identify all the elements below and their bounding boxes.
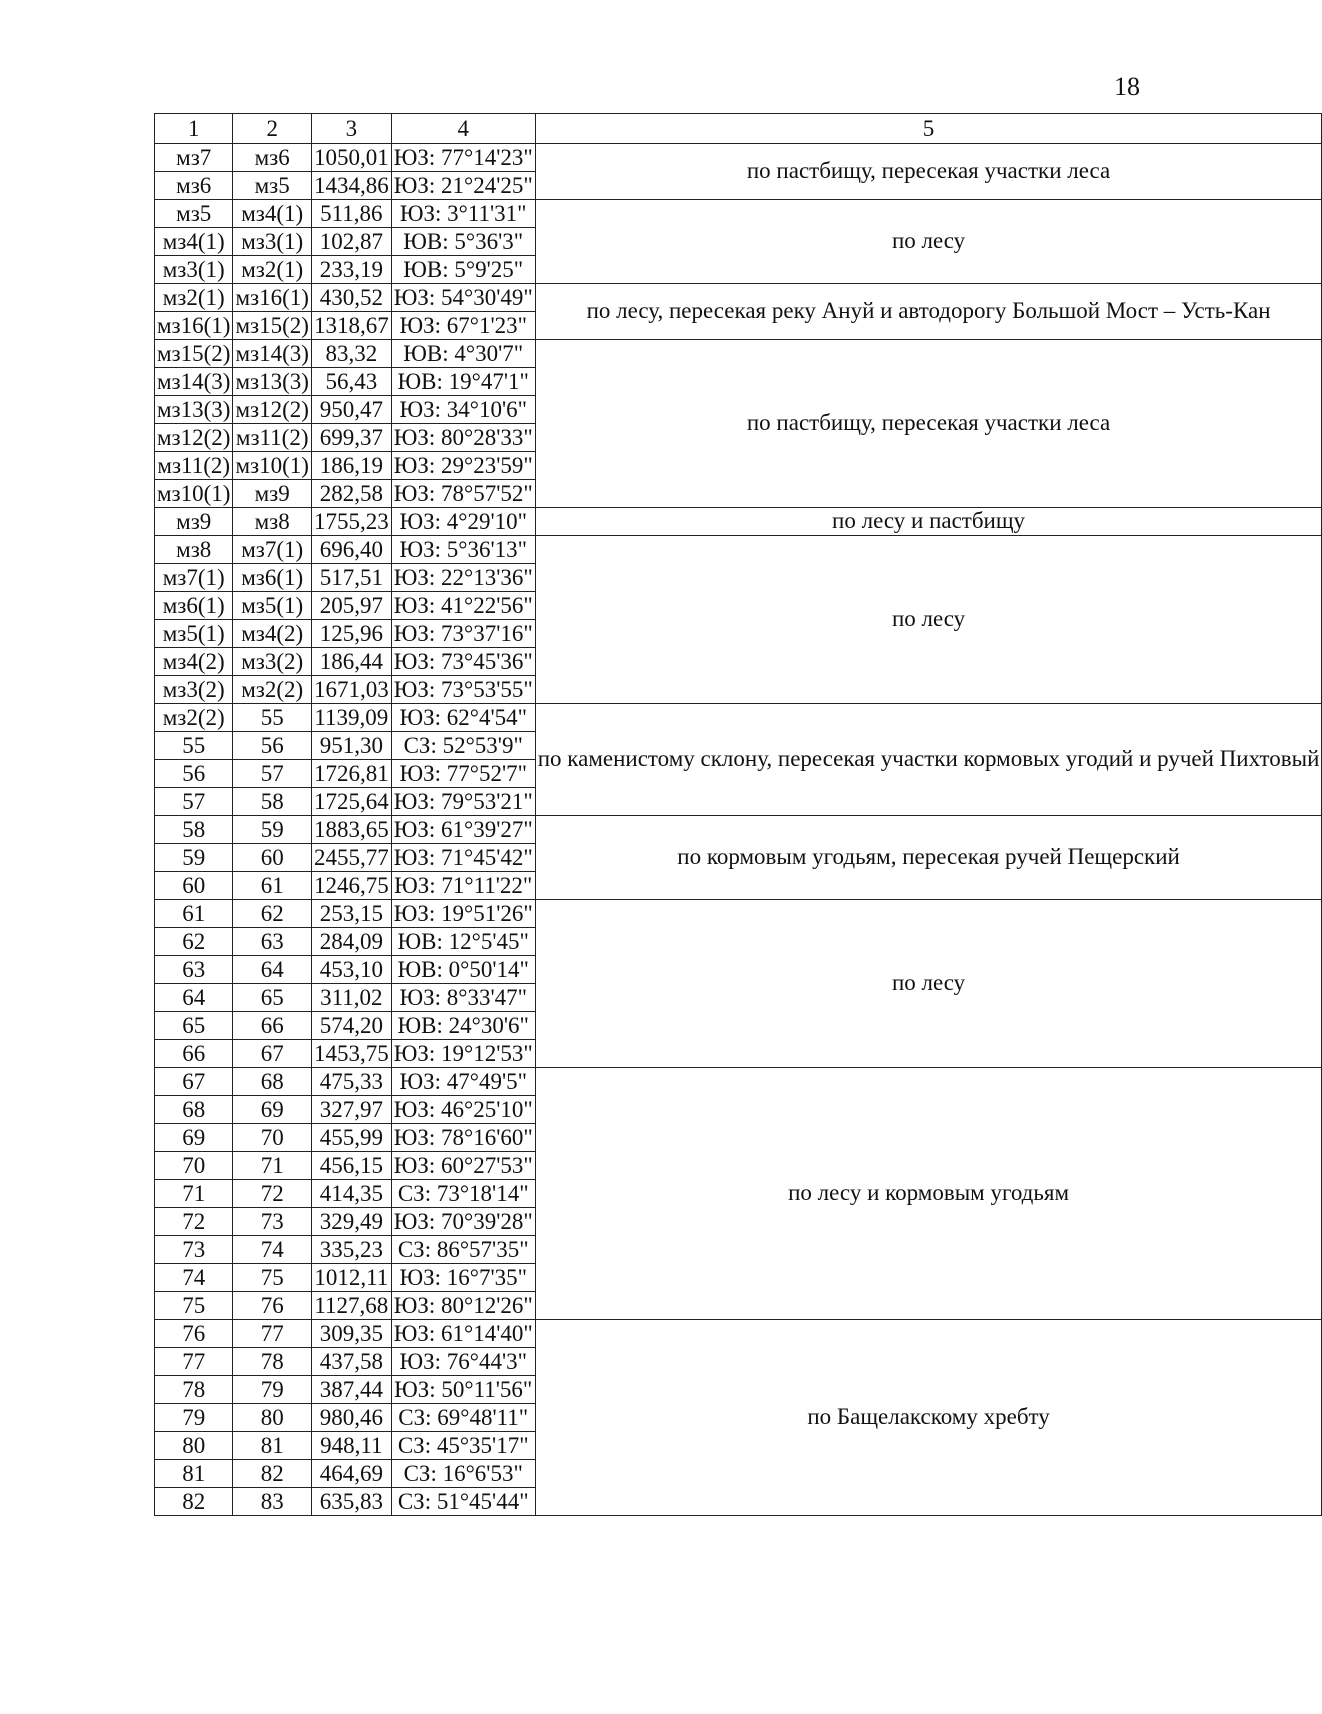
from-point-cell: мз7(1) — [155, 564, 233, 592]
from-point-cell: 58 — [155, 816, 233, 844]
to-point-cell: мз5 — [233, 172, 311, 200]
bearing-cell: ЮЗ: 77°52'7" — [391, 760, 535, 788]
from-point-cell: мз7 — [155, 144, 233, 172]
from-point-cell: 60 — [155, 872, 233, 900]
bearing-cell: ЮВ: 24°30'6" — [391, 1012, 535, 1040]
bearing-cell: ЮВ: 0°50'14" — [391, 956, 535, 984]
distance-cell: 205,97 — [311, 592, 391, 620]
to-point-cell: 75 — [233, 1264, 311, 1292]
from-point-cell: 76 — [155, 1320, 233, 1348]
bearing-cell: ЮЗ: 8°33'47" — [391, 984, 535, 1012]
to-point-cell: мз7(1) — [233, 536, 311, 564]
bearing-cell: ЮЗ: 34°10'6" — [391, 396, 535, 424]
from-point-cell: 68 — [155, 1096, 233, 1124]
from-point-cell: мз2(2) — [155, 704, 233, 732]
to-point-cell: 60 — [233, 844, 311, 872]
table-row — [155, 900, 1322, 928]
from-point-cell: 56 — [155, 760, 233, 788]
table-row — [155, 816, 1322, 844]
to-point-cell: 62 — [233, 900, 311, 928]
to-point-cell: мз6 — [233, 144, 311, 172]
from-point-cell: мз3(1) — [155, 256, 233, 284]
distance-cell: 511,86 — [311, 200, 391, 228]
table-row — [155, 536, 1322, 564]
from-point-cell: мз12(2) — [155, 424, 233, 452]
bearing-cell: ЮВ: 4°30'7" — [391, 340, 535, 368]
to-point-cell: мз4(1) — [233, 200, 311, 228]
distance-cell: 950,47 — [311, 396, 391, 424]
to-point-cell: 65 — [233, 984, 311, 1012]
distance-cell: 1246,75 — [311, 872, 391, 900]
bearing-cell: ЮЗ: 46°25'10" — [391, 1096, 535, 1124]
to-point-cell: мз10(1) — [233, 452, 311, 480]
from-point-cell: мз15(2) — [155, 340, 233, 368]
from-point-cell: 65 — [155, 1012, 233, 1040]
distance-cell: 282,58 — [311, 480, 391, 508]
to-point-cell: 59 — [233, 816, 311, 844]
to-point-cell: 76 — [233, 1292, 311, 1320]
to-point-cell: 67 — [233, 1040, 311, 1068]
bearing-cell: ЮЗ: 77°14'23" — [391, 144, 535, 172]
to-point-cell: мз12(2) — [233, 396, 311, 424]
column-header-5: 5 — [535, 114, 1322, 144]
bearing-cell: СЗ: 45°35'17" — [391, 1432, 535, 1460]
distance-cell: 335,23 — [311, 1236, 391, 1264]
table-row — [155, 508, 1322, 536]
to-point-cell: мз16(1) — [233, 284, 311, 312]
to-point-cell: мз9 — [233, 480, 311, 508]
route-description-cell: по кормовым угодьям, пересекая ручей Пещерский — [535, 816, 1322, 900]
distance-cell: 1726,81 — [311, 760, 391, 788]
from-point-cell: мз11(2) — [155, 452, 233, 480]
table-header-row — [155, 114, 1322, 144]
from-point-cell: 63 — [155, 956, 233, 984]
bearing-cell: ЮЗ: 50°11'56" — [391, 1376, 535, 1404]
distance-cell: 2455,77 — [311, 844, 391, 872]
distance-cell: 1318,67 — [311, 312, 391, 340]
to-point-cell: мз3(2) — [233, 648, 311, 676]
to-point-cell: 69 — [233, 1096, 311, 1124]
from-point-cell: мз8 — [155, 536, 233, 564]
to-point-cell: мз3(1) — [233, 228, 311, 256]
from-point-cell: мз3(2) — [155, 676, 233, 704]
distance-cell: 475,33 — [311, 1068, 391, 1096]
table-body — [155, 144, 1322, 1516]
route-description-cell: по пастбищу, пересекая участки леса — [535, 144, 1322, 200]
bearing-cell: ЮЗ: 5°36'13" — [391, 536, 535, 564]
from-point-cell: мз6 — [155, 172, 233, 200]
bearing-cell: ЮВ: 5°9'25" — [391, 256, 535, 284]
bearing-cell: ЮЗ: 54°30'49" — [391, 284, 535, 312]
from-point-cell: 74 — [155, 1264, 233, 1292]
distance-cell: 1725,64 — [311, 788, 391, 816]
from-point-cell: мз16(1) — [155, 312, 233, 340]
bearing-cell: ЮЗ: 71°11'22" — [391, 872, 535, 900]
from-point-cell: 79 — [155, 1404, 233, 1432]
from-point-cell: 82 — [155, 1488, 233, 1516]
table-row — [155, 1320, 1322, 1348]
to-point-cell: 73 — [233, 1208, 311, 1236]
bearing-cell: СЗ: 73°18'14" — [391, 1180, 535, 1208]
distance-cell: 186,44 — [311, 648, 391, 676]
route-description-cell: по лесу, пересекая реку Ануй и автодорогу Большой Мост – Усть-Кан — [535, 284, 1322, 340]
distance-cell: 980,46 — [311, 1404, 391, 1432]
from-point-cell: мз5(1) — [155, 620, 233, 648]
route-description-cell: по каменистому склону, пересекая участки кормовых угодий и ручей Пихтовый — [535, 704, 1322, 816]
to-point-cell: 55 — [233, 704, 311, 732]
to-point-cell: мз5(1) — [233, 592, 311, 620]
from-point-cell: мз9 — [155, 508, 233, 536]
bearing-cell: ЮЗ: 73°53'55" — [391, 676, 535, 704]
to-point-cell: 61 — [233, 872, 311, 900]
to-point-cell: 81 — [233, 1432, 311, 1460]
to-point-cell: 70 — [233, 1124, 311, 1152]
distance-cell: 1139,09 — [311, 704, 391, 732]
boundary-table — [154, 113, 1322, 1516]
from-point-cell: 77 — [155, 1348, 233, 1376]
distance-cell: 464,69 — [311, 1460, 391, 1488]
bearing-cell: СЗ: 69°48'11" — [391, 1404, 535, 1432]
distance-cell: 453,10 — [311, 956, 391, 984]
to-point-cell: 82 — [233, 1460, 311, 1488]
from-point-cell: мз6(1) — [155, 592, 233, 620]
table-row — [155, 200, 1322, 228]
table-row — [155, 1068, 1322, 1096]
distance-cell: 574,20 — [311, 1012, 391, 1040]
bearing-cell: ЮЗ: 62°4'54" — [391, 704, 535, 732]
bearing-cell: ЮЗ: 4°29'10" — [391, 508, 535, 536]
to-point-cell: 83 — [233, 1488, 311, 1516]
to-point-cell: 78 — [233, 1348, 311, 1376]
route-description-cell: по лесу — [535, 536, 1322, 704]
bearing-cell: ЮЗ: 60°27'53" — [391, 1152, 535, 1180]
to-point-cell: 66 — [233, 1012, 311, 1040]
from-point-cell: 64 — [155, 984, 233, 1012]
bearing-cell: ЮЗ: 80°28'33" — [391, 424, 535, 452]
distance-cell: 1050,01 — [311, 144, 391, 172]
bearing-cell: ЮЗ: 76°44'3" — [391, 1348, 535, 1376]
distance-cell: 329,49 — [311, 1208, 391, 1236]
bearing-cell: ЮЗ: 73°37'16" — [391, 620, 535, 648]
distance-cell: 1127,68 — [311, 1292, 391, 1320]
from-point-cell: мз14(3) — [155, 368, 233, 396]
bearing-cell: ЮЗ: 29°23'59" — [391, 452, 535, 480]
distance-cell: 233,19 — [311, 256, 391, 284]
distance-cell: 1434,86 — [311, 172, 391, 200]
from-point-cell: мз4(2) — [155, 648, 233, 676]
to-point-cell: мз14(3) — [233, 340, 311, 368]
to-point-cell: 74 — [233, 1236, 311, 1264]
bearing-cell: ЮЗ: 71°45'42" — [391, 844, 535, 872]
bearing-cell: ЮЗ: 78°57'52" — [391, 480, 535, 508]
bearing-cell: ЮЗ: 47°49'5" — [391, 1068, 535, 1096]
distance-cell: 56,43 — [311, 368, 391, 396]
bearing-cell: ЮЗ: 41°22'56" — [391, 592, 535, 620]
from-point-cell: 70 — [155, 1152, 233, 1180]
bearing-cell: ЮВ: 19°47'1" — [391, 368, 535, 396]
distance-cell: 125,96 — [311, 620, 391, 648]
distance-cell: 387,44 — [311, 1376, 391, 1404]
to-point-cell: 58 — [233, 788, 311, 816]
bearing-cell: ЮЗ: 67°1'23" — [391, 312, 535, 340]
to-point-cell: 80 — [233, 1404, 311, 1432]
distance-cell: 517,51 — [311, 564, 391, 592]
to-point-cell: 77 — [233, 1320, 311, 1348]
bearing-cell: ЮЗ: 70°39'28" — [391, 1208, 535, 1236]
from-point-cell: 67 — [155, 1068, 233, 1096]
from-point-cell: 80 — [155, 1432, 233, 1460]
to-point-cell: мз4(2) — [233, 620, 311, 648]
distance-cell: 327,97 — [311, 1096, 391, 1124]
bearing-cell: ЮЗ: 73°45'36" — [391, 648, 535, 676]
from-point-cell: 71 — [155, 1180, 233, 1208]
from-point-cell: 57 — [155, 788, 233, 816]
bearing-cell: СЗ: 51°45'44" — [391, 1488, 535, 1516]
distance-cell: 309,35 — [311, 1320, 391, 1348]
bearing-cell: ЮЗ: 21°24'25" — [391, 172, 535, 200]
bearing-cell: ЮЗ: 79°53'21" — [391, 788, 535, 816]
distance-cell: 1453,75 — [311, 1040, 391, 1068]
distance-cell: 696,40 — [311, 536, 391, 564]
distance-cell: 437,58 — [311, 1348, 391, 1376]
to-point-cell: 72 — [233, 1180, 311, 1208]
distance-cell: 83,32 — [311, 340, 391, 368]
bearing-cell: ЮВ: 12°5'45" — [391, 928, 535, 956]
distance-cell: 1012,11 — [311, 1264, 391, 1292]
from-point-cell: 62 — [155, 928, 233, 956]
from-point-cell: 72 — [155, 1208, 233, 1236]
to-point-cell: 68 — [233, 1068, 311, 1096]
distance-cell: 456,15 — [311, 1152, 391, 1180]
column-header-4: 4 — [391, 114, 535, 144]
column-header-2: 2 — [233, 114, 311, 144]
from-point-cell: 73 — [155, 1236, 233, 1264]
distance-cell: 186,19 — [311, 452, 391, 480]
distance-cell: 951,30 — [311, 732, 391, 760]
column-header-1: 1 — [155, 114, 233, 144]
from-point-cell: мз10(1) — [155, 480, 233, 508]
bearing-cell: ЮВ: 5°36'3" — [391, 228, 535, 256]
to-point-cell: 56 — [233, 732, 311, 760]
column-header-3: 3 — [311, 114, 391, 144]
from-point-cell: мз2(1) — [155, 284, 233, 312]
from-point-cell: 66 — [155, 1040, 233, 1068]
from-point-cell: 81 — [155, 1460, 233, 1488]
to-point-cell: мз11(2) — [233, 424, 311, 452]
distance-cell: 699,37 — [311, 424, 391, 452]
from-point-cell: 78 — [155, 1376, 233, 1404]
bearing-cell: СЗ: 16°6'53" — [391, 1460, 535, 1488]
table-row — [155, 340, 1322, 368]
bearing-cell: ЮЗ: 61°14'40" — [391, 1320, 535, 1348]
to-point-cell: мз2(2) — [233, 676, 311, 704]
table-row — [155, 704, 1322, 732]
page-number: 18 — [1114, 72, 1140, 101]
to-point-cell: 63 — [233, 928, 311, 956]
route-description-cell: по Бащелакскому хребту — [535, 1320, 1322, 1516]
route-description-cell: по лесу и пастбищу — [535, 508, 1322, 536]
route-description-cell: по лесу и кормовым угодьям — [535, 1068, 1322, 1320]
bearing-cell: ЮЗ: 78°16'60" — [391, 1124, 535, 1152]
bearing-cell: ЮЗ: 22°13'36" — [391, 564, 535, 592]
distance-cell: 1755,23 — [311, 508, 391, 536]
to-point-cell: мз2(1) — [233, 256, 311, 284]
to-point-cell: мз6(1) — [233, 564, 311, 592]
distance-cell: 1671,03 — [311, 676, 391, 704]
to-point-cell: мз15(2) — [233, 312, 311, 340]
distance-cell: 1883,65 — [311, 816, 391, 844]
distance-cell: 414,35 — [311, 1180, 391, 1208]
distance-cell: 948,11 — [311, 1432, 391, 1460]
distance-cell: 284,09 — [311, 928, 391, 956]
bearing-cell: СЗ: 52°53'9" — [391, 732, 535, 760]
from-point-cell: 59 — [155, 844, 233, 872]
to-point-cell: 71 — [233, 1152, 311, 1180]
bearing-cell: ЮЗ: 61°39'27" — [391, 816, 535, 844]
from-point-cell: 69 — [155, 1124, 233, 1152]
bearing-cell: ЮЗ: 16°7'35" — [391, 1264, 535, 1292]
distance-cell: 430,52 — [311, 284, 391, 312]
from-point-cell: 55 — [155, 732, 233, 760]
route-description-cell: по лесу — [535, 200, 1322, 284]
distance-cell: 311,02 — [311, 984, 391, 1012]
distance-cell: 635,83 — [311, 1488, 391, 1516]
distance-cell: 455,99 — [311, 1124, 391, 1152]
distance-cell: 102,87 — [311, 228, 391, 256]
to-point-cell: 79 — [233, 1376, 311, 1404]
to-point-cell: 64 — [233, 956, 311, 984]
bearing-cell: СЗ: 86°57'35" — [391, 1236, 535, 1264]
route-description-cell: по лесу — [535, 900, 1322, 1068]
bearing-cell: ЮЗ: 19°12'53" — [391, 1040, 535, 1068]
from-point-cell: 75 — [155, 1292, 233, 1320]
bearing-cell: ЮЗ: 3°11'31" — [391, 200, 535, 228]
to-point-cell: мз13(3) — [233, 368, 311, 396]
bearing-cell: ЮЗ: 19°51'26" — [391, 900, 535, 928]
table-row — [155, 144, 1322, 172]
table-row — [155, 284, 1322, 312]
route-description-cell: по пастбищу, пересекая участки леса — [535, 340, 1322, 508]
to-point-cell: мз8 — [233, 508, 311, 536]
to-point-cell: 57 — [233, 760, 311, 788]
from-point-cell: мз4(1) — [155, 228, 233, 256]
from-point-cell: 61 — [155, 900, 233, 928]
distance-cell: 253,15 — [311, 900, 391, 928]
from-point-cell: мз13(3) — [155, 396, 233, 424]
from-point-cell: мз5 — [155, 200, 233, 228]
bearing-cell: ЮЗ: 80°12'26" — [391, 1292, 535, 1320]
